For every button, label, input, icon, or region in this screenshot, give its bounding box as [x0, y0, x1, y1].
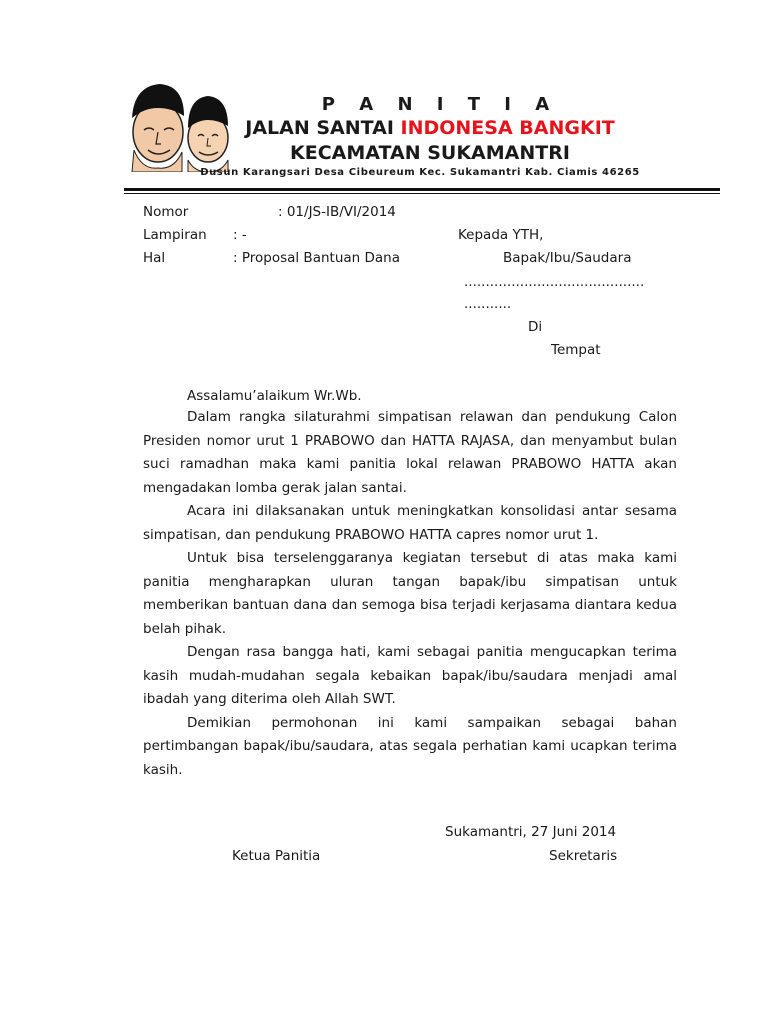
- recipient-dots-2: ...........: [464, 296, 512, 312]
- lampiran-label: Lampiran: [143, 227, 207, 243]
- header-divider-thin: [124, 193, 720, 194]
- header-address: Dusun Karangsari Desa Cibeureum Kec. Sukamantri Kab. Ciamis 46265: [200, 167, 640, 178]
- hal-label: Hal: [143, 250, 166, 266]
- signature-ketua-label: Ketua Panitia: [232, 848, 321, 864]
- nomor-label: Nomor: [143, 204, 189, 220]
- header-title-event: [200, 117, 660, 139]
- body-paragraph-3: Untuk bisa terselenggaranya kegiatan tersebut di atas maka kami panitia mengharapkan uluran tangan bapak/ibu simpatisan untuk memberikan bantuan dana dan semoga bisa terjadi kerjasama diantara kedua belah pihak.: [143, 550, 677, 637]
- recipient-tempat: Tempat: [551, 342, 601, 358]
- header-title-event-red: INDONESA BANGKIT: [400, 117, 615, 139]
- header-title-event-black: JALAN SANTAI: [245, 117, 401, 139]
- recipient-di: Di: [528, 319, 543, 335]
- recipient-dots-1: ..........................................: [464, 274, 645, 290]
- recipient-kepada: Kepada YTH,: [458, 227, 544, 243]
- signature-sekretaris-label: Sekretaris: [549, 848, 618, 864]
- header-title-panitia: P A N I T I A: [321, 94, 559, 115]
- lampiran-value: : -: [233, 227, 247, 243]
- body-paragraph-1: Dalam rangka silaturahmi simpatisan relawan dan pendukung Calon Presiden nomor urut 1 PRABOWO dan HATTA RAJASA, dan menyambut bulan suci ramadhan maka kami panitia lokal relawan PRABOWO HATTA akan mengadakan lomba gerak jalan santai.: [143, 409, 677, 496]
- hal-value: : Proposal Bantuan Dana: [233, 250, 400, 266]
- body-paragraph-5: Demikian permohonan ini kami sampaikan sebagai bahan pertimbangan bapak/ibu/saudara, atas segala perhatian kami ucapkan terima kasih.: [143, 714, 677, 778]
- letter-body: [143, 406, 677, 782]
- body-paragraph-4: Dengan rasa bangga hati, kami sebagai panitia mengucapkan terima kasih mudah-mudahan segala kebaikan bapak/ibu/saudara menjadi amal ibadah yang diterima oleh Allah SWT.: [143, 644, 677, 707]
- greeting: Assalamu’alaikum Wr.Wb.: [187, 388, 362, 404]
- header-divider-thick: [124, 188, 720, 191]
- header-title-kecamatan: KECAMATAN SUKAMANTRI: [290, 142, 570, 164]
- nomor-value: : 01/JS-IB/VI/2014: [278, 204, 396, 220]
- recipient-title: Bapak/Ibu/Saudara: [503, 250, 632, 266]
- body-paragraph-2: Acara ini dilaksanakan untuk meningkatkan konsolidasi antar sesama simpatisan, dan pendukung PRABOWO HATTA capres nomor urut 1.: [143, 503, 677, 543]
- place-date: Sukamantri, 27 Juni 2014: [445, 824, 617, 840]
